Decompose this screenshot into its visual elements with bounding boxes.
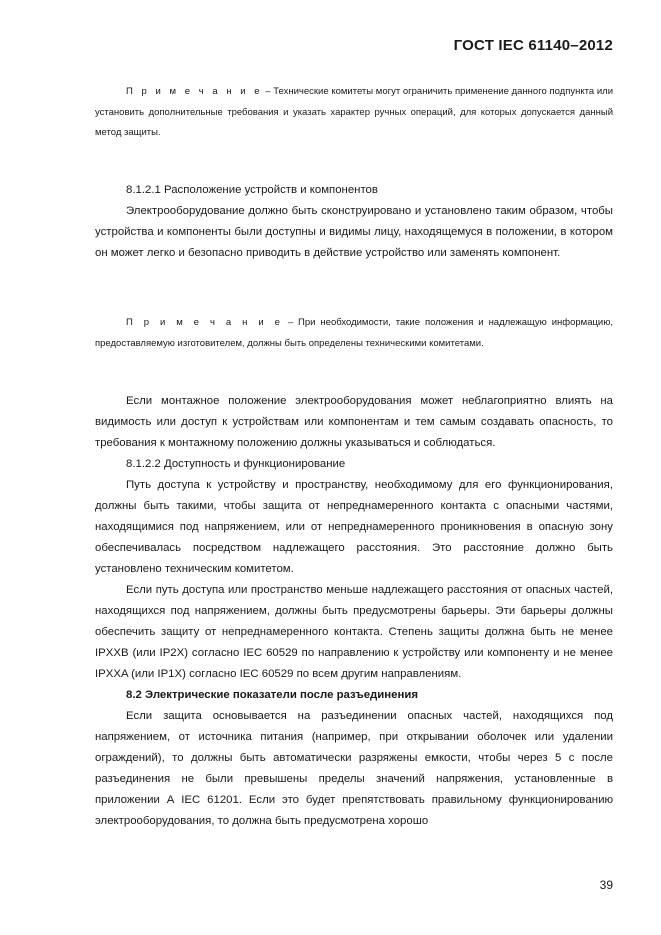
note-text: – Технические комитеты могут ограничить применение данного подпункта или установить дополнительные требования и указать характер ручных операций, для которых допускается данный метод защиты. <box>95 86 613 138</box>
document-header: ГОСТ IEC 61140–2012 <box>453 37 613 54</box>
paragraph: Путь доступа к устройству и пространству, необходимому для его функционирования, должны быть такими, чтобы защита от непреднамеренного контакта с опасными частями, находящимися под напряжением, или от непреднамеренного проникновения в опасную зону обеспечивалась посредством надлежащего расстояния. Это расстояние должно быть установлено техническим комитетом. <box>95 479 613 575</box>
note-2 <box>95 313 613 354</box>
paragraph: Если путь доступа или пространство меньше надлежащего расстояния от опасных частей, находящихся под напряжением, должны быть предусмотрены барьеры. Эти барьеры должны обеспечить защиту от непреднамеренного контакта. Степень защиты должна быть не менее IPXXB (или IP2X) согласно IEC 60529 по направлению к устройству или компоненту и не менее IPXXA (или IP1X) согласно IEC 60529 по всем другим направлениям. <box>95 584 613 680</box>
paragraph: Если защита основывается на разъединении опасных частей, находящихся под напряжением, от источника питания (например, при открывании оболочек или удалении ограждений), то должны быть автоматически разряжены емкости, чтобы через 5 с после разъединения не были превышены пределы значений напряжения, установленные в приложении А IEC 61201. Если это будет препятствовать правильному функционированию электрооборудования, то должна быть предусмотрена хорошо <box>95 710 613 827</box>
note-1 <box>95 82 613 144</box>
section-heading: 8.2 Электрические показатели после разъединения <box>126 689 419 701</box>
note-label: П р и м е ч а н и е <box>126 317 283 328</box>
paragraph: Электрооборудование должно быть сконструировано и установлено таким образом, чтобы устройства и компоненты были доступны и видимы лицу, находящемуся в положении, в котором он может легко и безопасно приводить в действие устройство или заменять компонент. <box>95 205 613 259</box>
section-heading: 8.1.2.2 Доступность и функционирование <box>126 458 346 470</box>
note-text: – При необходимости, такие положения и надлежащую информацию, предоставляемую изготовителем, должны быть определены техническими комитетами. <box>95 317 614 349</box>
section-heading: 8.1.2.1 Расположение устройств и компонентов <box>126 184 378 196</box>
page-number: 39 <box>599 878 613 892</box>
body-section <box>95 391 613 832</box>
section-8-1-2-1 <box>95 180 613 264</box>
note-label: П р и м е ч а н и е <box>126 86 263 97</box>
paragraph: Если монтажное положение электрооборудования может неблагоприятно влиять на видимость или доступ к устройствам или компонентам и тем самым создавать опасность, то требования к монтажному положению должны указываться и соблюдаться. <box>95 395 613 449</box>
